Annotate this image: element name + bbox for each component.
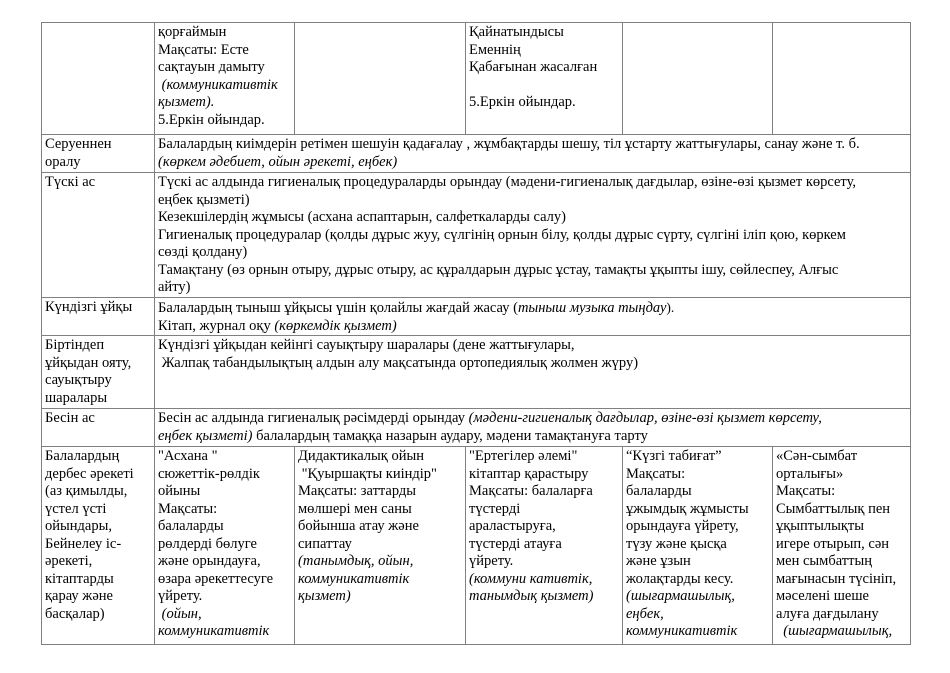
row-label-lunch xyxy=(42,173,155,298)
content-text: Балалардың киімдерін ретімен шешуін қадағалау , жұмбақтарды шешу, тіл ұстарту жаттығулары, санау және т. б. xyxy=(158,136,860,152)
row-label-snack xyxy=(42,409,155,447)
row-content-snack xyxy=(155,409,911,447)
table-row-nap xyxy=(42,298,911,336)
label-text: әрекеті, xyxy=(45,553,93,569)
cell-text: сипаттау xyxy=(298,535,352,552)
cell-text: өзара әрекеттесуге xyxy=(158,570,274,587)
content-italic-text: (мәдени-гигиеналық дағдылар, өзіне-өзі қызмет көрсету, xyxy=(468,410,822,426)
cell-text: бойынша атау және xyxy=(298,518,419,534)
cell-text: орындауға үйрету, xyxy=(626,518,739,534)
content-italic-text: (көркемдік қызмет) xyxy=(274,317,397,334)
content-text: балалардың тамаққа назарын аудару, мәдени тамақтануға тарту xyxy=(252,427,648,444)
cell-text: "Асхана " xyxy=(158,448,218,464)
cell-text: қорғаймын xyxy=(158,24,227,40)
table-row-snack xyxy=(42,409,911,447)
activity-dining-role-play xyxy=(155,447,295,645)
cell-text: және ұзын xyxy=(626,553,691,569)
row-content-nap xyxy=(155,298,911,336)
content-text: Кітап, журнал оқу xyxy=(158,317,275,334)
cell-text: орталығы» xyxy=(776,465,844,482)
cell-italic-text: коммуникативтік xyxy=(158,623,270,639)
cell-text: Мақсаты: xyxy=(776,483,836,499)
cell-text: Қайнатындысы xyxy=(469,24,564,40)
cell-italic-text: қызмет) xyxy=(298,588,351,604)
cell-text: мен сымбаттың xyxy=(776,553,872,569)
cell-text: 5.Еркін ойындар. xyxy=(469,94,576,110)
blank-line xyxy=(469,77,619,95)
label-text: үстел үсті xyxy=(45,500,107,517)
cell-text: игере отырып, сән xyxy=(776,535,890,552)
cell-text: ойыны xyxy=(158,483,201,499)
label-text: Бейнелеу іс- xyxy=(45,535,122,552)
content-text: Күндізгі ұйқыдан кейінгі сауықтыру шаралары (дене жаттығулары, xyxy=(158,337,575,353)
activity-cell-3 xyxy=(466,23,623,135)
cell-text: және орындауға, xyxy=(158,553,261,569)
cell-text: алуға дағдылану xyxy=(776,605,879,622)
content-text: сөзді қолдану) xyxy=(158,244,248,260)
activity-cell-1 xyxy=(155,23,295,135)
content-text: Түскі ас алдында гигиеналық процедураларды орындау (мәдени-гигиеналық дағдылар, өзіне-өзі қызмет көрсету, xyxy=(158,174,856,190)
table-row-continuation xyxy=(42,23,911,135)
label-text: қарау және xyxy=(45,588,113,604)
cell-text: Мақсаты: заттарды xyxy=(298,483,417,499)
cell-text: Мақсаты: xyxy=(626,465,686,482)
cell-text: ұжымдық жұмысты xyxy=(626,500,749,517)
cell-text: ұқыптылықты xyxy=(776,518,864,534)
cell-text: Қабағынан жасалған xyxy=(469,59,598,75)
cell-text: “Күзгі табиғат” xyxy=(626,448,722,464)
label-text: Балалардың xyxy=(45,448,120,464)
cell-text: балаларды xyxy=(158,518,224,534)
table-row-lunch xyxy=(42,173,911,298)
activity-autumn-nature xyxy=(623,447,773,645)
label-text: шаралары xyxy=(45,389,108,406)
activity-fashion-center xyxy=(773,447,911,645)
cell-text: үйрету. xyxy=(158,588,203,604)
label-text: Біртіндеп xyxy=(45,337,105,353)
cell-text: Мақсаты: xyxy=(158,500,218,517)
label-text: ойындары, xyxy=(45,518,112,534)
cell-italic-text: қызмет). xyxy=(158,94,215,110)
cell-text: түстерді xyxy=(469,500,521,517)
cell-text: Мақсаты: Есте xyxy=(158,41,249,58)
content-italic-text: еңбек қызметі) xyxy=(158,427,253,444)
cell-text: жолақтарды кесу. xyxy=(626,570,734,587)
cell-text: Дидактикалық ойын xyxy=(298,448,424,464)
table-row-walk xyxy=(42,135,911,173)
cell-text: сюжеттік-рөлдік xyxy=(158,465,260,482)
content-text: Гигиеналық процедуралар (қолды дұрыс жуу, сүлгінің орнын білу, қолды дұрыс сүрту, сүлгіні іліп қою, көркем xyxy=(158,226,846,243)
empty-label-cell xyxy=(42,23,155,135)
label-text: басқалар) xyxy=(45,605,105,622)
label-text: оралу xyxy=(45,153,81,170)
cell-text: мағынасын түсініп, xyxy=(776,570,897,587)
cell-text: 5.Еркін ойындар. xyxy=(158,111,265,128)
label-text: сауықтыру xyxy=(45,372,112,388)
cell-text: түстерді атауға xyxy=(469,535,562,552)
cell-text: сақтауын дамыту xyxy=(158,59,265,75)
label-text: ұйқыдан ояту, xyxy=(45,354,132,371)
activity-cell-2 xyxy=(295,23,466,135)
label-text: (аз қимылды, xyxy=(45,483,128,499)
cell-italic-text: (шығармашылық, xyxy=(776,623,893,639)
cell-italic-text: коммуникативтік xyxy=(626,623,738,639)
cell-italic-text: еңбек, xyxy=(626,605,664,622)
activity-cell-5 xyxy=(773,23,911,135)
cell-text: "Ертегілер әлемі" xyxy=(469,448,578,464)
activity-dress-doll-game xyxy=(295,447,466,645)
cell-italic-text: (танымдық, ойын, xyxy=(298,553,414,569)
content-text: Тамақтану (өз орнын отыру, дұрыс отыру, ас құралдарын дұрыс ұстау, тамақты ұқыпты ішу, сөйлеспеу, Алғыс xyxy=(158,261,839,278)
label-text: кітаптарды xyxy=(45,570,114,587)
content-text: айту) xyxy=(158,279,191,295)
daily-schedule-table xyxy=(41,22,911,645)
cell-text: Сымбаттылық пен xyxy=(776,500,891,517)
content-text: Жалпақ табандылықтың алдын алу мақсатында ортопедиялық жолмен жүру) xyxy=(158,354,639,371)
label-text: Күндізгі ұйқы xyxy=(45,299,133,315)
row-label-wake xyxy=(42,336,155,409)
content-italic-text: тыныш музыка тыңдау xyxy=(517,300,667,316)
cell-text: үйрету. xyxy=(469,553,514,569)
activity-fairy-tales-books xyxy=(466,447,623,645)
cell-italic-text: (ойын, xyxy=(158,605,202,622)
row-label-nap xyxy=(42,298,155,336)
cell-text: мөлшері мен саны xyxy=(298,500,412,517)
content-text: еңбек қызметі) xyxy=(158,191,250,208)
cell-text: Мақсаты: балаларға xyxy=(469,483,593,499)
content-text: Балалардың тыныш ұйқысы үшін қолайлы жағдай жасау ( xyxy=(158,300,518,316)
row-content-wake xyxy=(155,336,911,409)
cell-italic-text: (коммуникативтік xyxy=(158,76,278,93)
label-text: Түскі ас xyxy=(45,174,96,190)
activity-cell-4 xyxy=(623,23,773,135)
cell-text: "Қуыршақты киіндір" xyxy=(298,465,437,482)
content-text: Кезекшілердің жұмысы (асхана аспаптарын, салфеткаларды салу) xyxy=(158,209,566,225)
row-label-activity xyxy=(42,447,155,645)
content-text: Бесін ас алдында гигиеналық рәсімдерді орындау xyxy=(158,410,469,426)
cell-italic-text: (коммуни кативтік, xyxy=(469,570,593,587)
cell-italic-text: (шығармашылық, xyxy=(626,588,735,604)
row-label-walk xyxy=(42,135,155,173)
content-italic-text: (көркем әдебиет, ойын әрекеті, еңбек) xyxy=(158,153,398,170)
label-text: дербес әрекеті xyxy=(45,465,134,482)
cell-text: кітаптар қарастыру xyxy=(469,465,589,482)
cell-text: түзу және қысқа xyxy=(626,535,727,552)
label-text: Серуеннен xyxy=(45,136,112,152)
row-content-lunch xyxy=(155,173,911,298)
cell-text: Еменнің xyxy=(469,41,521,58)
cell-text: балаларды xyxy=(626,483,692,499)
table-row-wake xyxy=(42,336,911,409)
cell-text: рөлдерді бөлуге xyxy=(158,535,257,552)
cell-text: мәселені шеше xyxy=(776,588,869,604)
row-content-walk xyxy=(155,135,911,173)
cell-text: «Сән-сымбат xyxy=(776,448,858,464)
content-text: ). xyxy=(666,300,675,315)
cell-italic-text: коммуникативтік xyxy=(298,570,410,587)
label-text: Бесін ас xyxy=(45,410,95,426)
table-row-activity xyxy=(42,447,911,645)
cell-italic-text: танымдық қызмет) xyxy=(469,588,594,604)
cell-text: араластыруға, xyxy=(469,518,556,534)
